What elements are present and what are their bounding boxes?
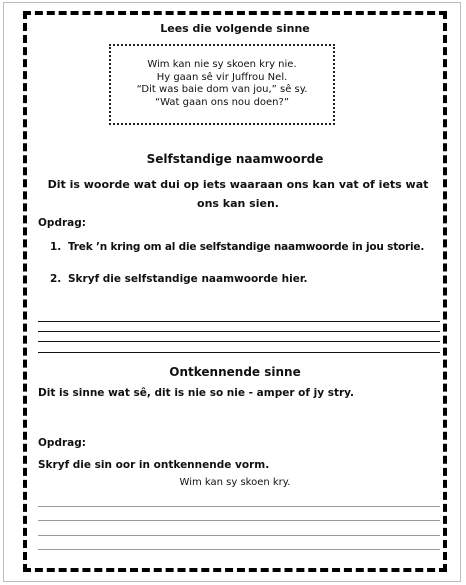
answer-line-3[interactable]	[38, 341, 440, 342]
section1-heading: Selfstandige naamwoorde	[146, 152, 324, 166]
worksheet	[23, 11, 447, 572]
page-frame	[3, 2, 461, 582]
answer-line-1[interactable]	[38, 321, 440, 322]
section2-definition: Dit is sinne wat sê, dit is nie so nie - amper of jy stry.	[38, 387, 355, 399]
task-2-number: 2.	[50, 273, 62, 285]
section1-task-label: Opdrag:	[38, 217, 86, 229]
answer-line-2[interactable]	[38, 331, 440, 332]
section2-instruction: Skryf die sin oor in ontkennende vorm.	[38, 459, 270, 471]
sentences-box	[109, 44, 335, 125]
answer-line-7[interactable]	[38, 535, 440, 536]
sentence-2: Hy gaan sê vir Juffrou Nel.	[156, 72, 288, 83]
answer-line-4[interactable]	[38, 352, 440, 353]
task-2-text: Skryf die selfstandige naamwoorde hier.	[68, 273, 308, 285]
section2-task-label: Opdrag:	[38, 437, 86, 449]
worksheet-title: Lees die volgende sinne	[160, 22, 310, 35]
answer-line-8[interactable]	[38, 549, 440, 550]
task-1-number: 1.	[50, 241, 62, 253]
answer-line-5[interactable]	[38, 506, 440, 507]
example-sentence: Wim kan sy skoen kry.	[179, 477, 291, 488]
task-1-text: Trek ’n kring om al die selfstandige naamwoorde in jou storie.	[68, 241, 425, 253]
section2-heading: Ontkennende sinne	[169, 365, 301, 379]
sentence-1: Wim kan nie sy skoen kry nie.	[147, 59, 297, 70]
sentence-4: “Wat gaan ons nou doen?”	[154, 97, 290, 108]
section1-definition: Dit is woorde wat dui op iets waaraan ons kan vat of iets wat ons kan sien.	[47, 178, 429, 210]
sentence-3: “Dit was baie dom van jou,” sê sy.	[136, 84, 308, 95]
answer-line-6[interactable]	[38, 520, 440, 521]
